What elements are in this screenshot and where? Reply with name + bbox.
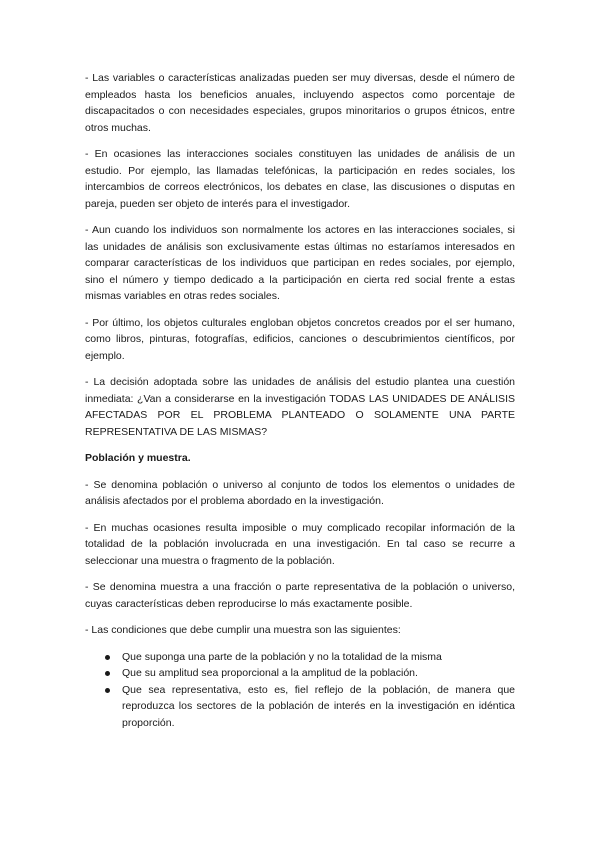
list-item-text: Que suponga una parte de la población y no la totalidad de la misma <box>122 650 442 663</box>
paragraph-individuos: - Aun cuando los individuos son normalmente los actores en las interacciones sociales, si las unidades de análisis son exclusivamente estas últimas no estaríamos interesados en comparar características de los individuos que participan en redes sociales, por ejemplo, sino el número y tiempo dedicado a la participación en cierta red social frente a estas mismas variables en otras redes sociales. <box>85 224 515 302</box>
list-item <box>85 682 515 732</box>
paragraph-interacciones: - En ocasiones las interacciones sociales constituyen las unidades de análisis de un estudio. Por ejemplo, las llamadas telefónicas, la participación en redes sociales, los intercambios de correos electrónicos, los debates en clase, las discusiones o disputas en pareja, pueden ser objeto de interés para el investigador. <box>85 148 515 210</box>
section-heading: Población y muestra. <box>85 452 191 464</box>
paragraph-condiciones: - Las condiciones que debe cumplir una muestra son las siguientes: <box>85 624 401 636</box>
document-page <box>85 70 515 731</box>
list-item-text: Que su amplitud sea proporcional a la amplitud de la población. <box>122 667 418 679</box>
paragraph-imposible: - En muchas ocasiones resulta imposible o muy complicado recopilar información de la totalidad de la población involucrada en una investigación. En tal caso se recurre a seleccionar una muestra o fragmento de la población. <box>85 521 515 567</box>
paragraph-poblacion: - Se denomina población o universo al conjunto de todos los elementos o unidades de análisis afectados por el problema abordado en la investigación. <box>85 478 515 507</box>
paragraph-decision: - La decisión adoptada sobre las unidades de análisis del estudio plantea una cuestión inmediata: ¿Van a considerarse en la investigación TODAS LAS UNIDADES DE ANÁLISIS AFECTADAS POR EL PROBLEMA PLANTEADO O SOLAMENTE UNA PARTE REPRESENTATIVA DE LAS MISMAS? <box>85 376 515 438</box>
bullet-icon <box>105 655 110 660</box>
list-item-text: Que sea representativa, esto es, fiel reflejo de la población, de manera que reproduzca los sectores de la población de interés en la investigación en idéntica proporción. <box>122 683 515 729</box>
bullet-icon <box>105 688 110 693</box>
bullet-icon <box>105 671 110 676</box>
paragraph-muestra: - Se denomina muestra a una fracción o parte representativa de la población o universo, cuyas características deben reproducirse lo más exactamente posible. <box>85 581 515 610</box>
paragraph-objetos-culturales: - Por último, los objetos culturales engloban objetos concretos creados por el ser humano, como libros, pinturas, fotografías, edificios, canciones o descubrimientos científicos, por ejemplo. <box>85 316 515 362</box>
list-item <box>85 649 515 666</box>
paragraph-variables: - Las variables o características analizadas pueden ser muy diversas, desde el número de empleados hasta los beneficios anuales, incluyendo aspectos como porcentaje de discapacitados o con necesidades especiales, grupos minoritarios o grupos étnicos, entre otros muchas. <box>85 72 515 134</box>
conditions-list <box>85 649 515 732</box>
list-item <box>85 665 515 682</box>
